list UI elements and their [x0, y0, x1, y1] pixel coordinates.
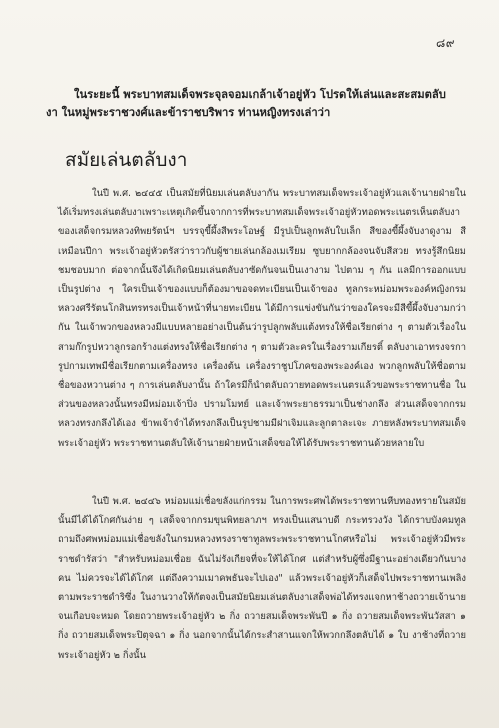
page-number: ๘๙ [435, 36, 455, 50]
body-paragraph-1 [58, 184, 466, 453]
paragraph-text: ในปี พ.ศ. ๒๔๔๕ เป็นสมัยที่นิยมเล่นตลับงากัน พระบาทสมเด็จพระเจ้าอยู่หัวแลเจ้านายฝ่ายใน ได้เริ่มทรงเล่นตลับงาเพราะเหตุเกิดขึ้นจากการที่พระบาทสมเด็จพระเจ้าอยู่หัวทอดพระเนตรเห็นตลับงาของเสด็จกรมหลวงทิพยรัตน์ฯ บรรจุขี้ผึ้งสีพระโอษฐ์ มีรูปเป็นลูกพลับใบเล็ก สีของขี้ผึ้งจับงาดูงาม สีเหมือนปีกา พระเจ้าอยู่หัวตรัสว่าราวกับผู้ชายเล่นกล้องเมเรียม ซูบยากกล้องจนจับสีสวย ทรงรู้สึกนิยมชมชอบมาก ต่อจากนั้นจึงได้เกิดนิยมเล่นตลับงาซัดกันจนเป็นเงางาม ไปตาม ๆ กัน แลมีการออกแบบเป็นรูปต่าง ๆ ใครเป็นเจ้าของแบบก็ต้องมาขอจดทะเบียนเป็นเจ้าของ ทูลกระหม่อมพระองค์หญิงกรมหลวงศรีรัตนโกสินทรทรงเป็นเจ้าหน้าที่นายทะเบียน ได้มีการแข่งขันกันว่าของใครจะมีสีขี้ผึ้งจับงามกว่ากัน ในเจ้าพวกของหลวงมีแบบหลายอย่างเป็นต้นว่ารูปลูกพลับแต้งทรงให้ชื่อเรียกต่าง ๆ ตามตัวเรื่องในสามก๊กรูปหวาลูกรอกร้างแต่งทรงให้ชื่อเรียกต่าง ๆ ตามตัวละครในเรื่องรามเกียรติ์ ตลับงาเอาทรงจรการูปกามเทพมีชื่อเรียกตามเครื่องทรง เครื่องต้น เครื่องราชูปโภคของพระองค์เอง พวกลูกพลับให้ชื่อตามชื่อของหวานต่าง ๆ การเล่นตลับงานั้น ถ้าใครมีก็นำตลับถวายทอดพระเนตรแล้วขอพระราชทานชื่อ ในส่วนของหลวงนั้นทรงมีหม่อมเจ้าปิ่ง ปรามโมทย์ และเจ้าพระยาธรรมาเป็นช่างกลึง ส่วนเสด็จจากกรมหลวงทรงกลึงได้เอง ข้าพเจ้าจำได้ทรงกลึงเป็นรูปชามมีฝาเจิมและลูกตาละเจะ ภายหลังพระบาทสมเด็จพระเจ้าอยู่หัว พระราชทานตลับให้เจ้านายฝ่ายหน้าเสด็จขอให้ได้รับพระราชทานด้วยหลายใบ [58, 188, 466, 449]
section-title: สมัยเล่นตลับงา [65, 149, 188, 171]
body-paragraph-2 [58, 492, 466, 665]
intro-paragraph [46, 86, 456, 122]
paragraph-text: ในปี พ.ศ. ๒๔๔๖ หม่อมแม่เชื่อขลังแก่กรรม ในการพระศพได้พระราชทานหีบทองทรายในสมัยนั้นมีได้ได้โกศกันง่าย ๆ เสด็จจากกรมขุนพิทยลาภฯ ทรงเป็นแสนาบดี กระทรวงวัง ได้กราบบังคมทูลถามถึงศพหม่อมแม่เชื่อขลังในกรมหลวงทรงราชาทูลพระพระราชทานโกศหรือไม่ พระเจ้าอยู่หัวมีพระราชดำรัสว่า "สำหรับหม่อมเชื่อย ฉันไม่รังเกียจที่จะให้ได้โกศ แต่สำหรับผู้ซึ่งมีฐานะอย่างเดียวกันบางคน ไม่ควรจะได้ได้โกศ แต่ถึงความเมาคพธันจะไปเอง" แล้วพระเจ้าอยู่หัวก็เสด็จไปพระราชทานเพลิงตามพระราชดำริซึ่ง ในงานวางให้กัตจงเป็นสมัยนิยมเล่นตลับงาเสด็จพ่อได้ทรงแจกหาช้างถวายเจ้านายจนเกือบจะหมด โดยถวายพระเจ้าอยู่หัว ๒ กิ่ง ถวายสมเด็จพระพันปี ๑ กิ่ง ถวายสมเด็จพระพันวัสสา ๑ กิ่ง ถวายสมเด็จพระปิตุจฉา ๑ กิ่ง นอกจากนั้นได้กระสำสานแจกให้พวกกลึงตลับได้ ๑ ใบ งาช้างที่ถวายพระเจ้าอยู่หัว ๒ กิ่งนั้น [58, 496, 466, 661]
intro-text: ในระยะนี้ พระบาทสมเด็จพระจุลจอมเกล้าเจ้าอยู่หัว โปรดให้เล่นและสะสมตลับงา ในหมู่พระราชวงศ์และข้าราชบริพาร ท่านหญิงทรงเล่าว่า [46, 88, 446, 119]
